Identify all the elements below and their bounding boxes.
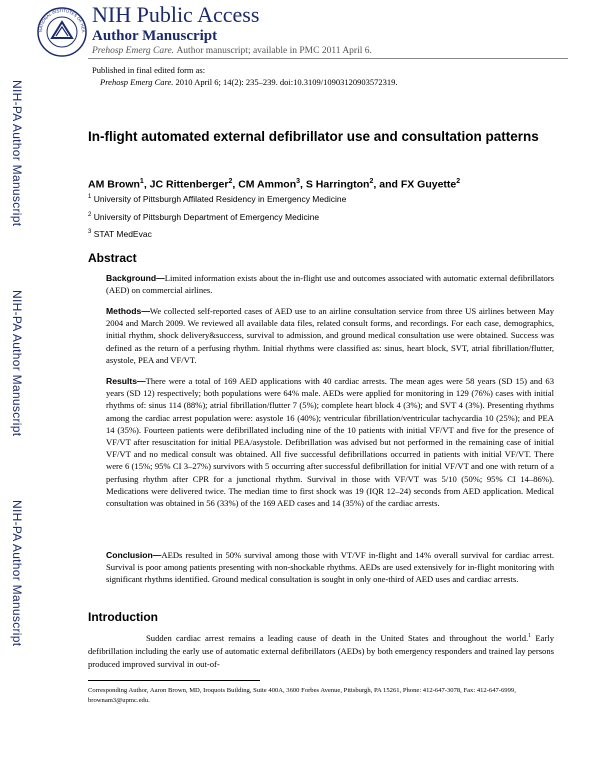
sidebar-label-bottom: NIH-PA Author Manuscript [10,500,24,647]
author-aff: 2 [228,178,233,185]
abstract-conclusion [106,549,554,586]
nih-seal-logo [36,6,88,58]
affiliation-text: University of Pittsburgh Department of Emergency Medicine [93,212,320,222]
author-aff: 2 [369,178,374,185]
abstract-background-label: Background— [106,273,165,283]
seal-text: NATIONAL INSTITUTES OF HEA [37,7,87,33]
author-separator: , [143,178,150,191]
author-aff: 3 [296,178,301,185]
author-separator: , [300,178,306,191]
abstract-heading: Abstract [88,251,137,265]
header-subtitle: Author Manuscript [92,28,218,44]
abstract-results-text: There were a total of 169 AED applications with 40 cardiac arrests. The mean ages were 58 years (SD 15) and 63 years (SD 12) respectively; both populations were 64% male. AEDs were applied for monitoring in 129 (76%) cases with initial rhythms of: sinus 114 (88%); atrial fibrillation/flutter 7 (5%); complete heart block 4 (3%); and SVT 4 (3%). Presenting rhythms among the cardiac arrest population were: asystole 16 (40%); ventricular fibrillation/ventricular tachycardia 10 (25%); and PEA 14 (35%). Fourteen patients were defibrillated including nine of the 10 patients with initial VF/VT and five for the presence of VF/VT after resuscitation for initial PEA/asystole. Defibrillation was advised but not performed in the remaining case of initial VF/VT and no medical consult was obtained. All five successful defibrillations occurred in patients with initial VF/VT. There were 6 (15%; 95% CI 3–27%) survivors with 5 occurring after successful defibrillation for initial VF/VT and one with return of a perfusing rhythm after CPR for a junctional rhythm. Survival in those with VF/VT was 5/10 (50%; 95% CI 14–86%). Medications were delivered twice. The median time to first shock was 19 (IQR 12–24) seconds from AED application. Medical consultation was obtained in 56 (33%) of the 169 AED cases and 14 (35%) of the cardiac arrests. [106,376,554,509]
abstract-methods [106,305,554,366]
publication-citation [92,76,398,88]
abstract-results-label: Results— [106,376,146,386]
citation-journal: Prehosp Emerg Care. [100,77,174,87]
abstract-conclusion-label: Conclusion— [106,550,162,560]
affiliation [88,194,346,204]
sidebar-label-middle: NIH-PA Author Manuscript [10,290,24,437]
header-availability: Author manuscript; available in PMC 2011 April 6. [176,46,372,56]
citation-details: 2010 April 6; 14(2): 235–239. doi:10.3109/10903120903572319. [175,77,398,87]
publication-line: Published in final edited form as: [92,65,206,75]
header-journal-note [92,46,372,56]
footnote: Corresponding Author, Aaron Brown, MD, Iroquois Building, Suite 400A, 3600 Forbes Avenue, Pittsburgh, PA 15261, Phone: 412-647-3078, Fax: 412-647-6999, brownam3@upmc.edu. [88,687,516,704]
affiliation [88,212,319,222]
abstract-methods-label: Methods— [106,306,150,316]
publication-info [92,64,398,88]
introduction-heading: Introduction [88,610,158,624]
abstract-background-text: Limited information exists about the in-flight use and outcomes associated with automatic external defibrillators (AED) on commercial airlines. [106,273,554,296]
affiliation-number: 3 [88,229,92,236]
sidebar-label-top: NIH-PA Author Manuscript [10,80,24,227]
reference-link[interactable]: 1 [528,633,532,639]
affiliation-text: STAT MedEvac [93,229,152,239]
author-name: FX Guyette [400,178,457,191]
author-name: CM Ammon [238,178,297,191]
introduction-paragraph [88,630,554,671]
footnote-divider [88,680,260,681]
abstract-conclusion-text: AEDs resulted in 50% survival among those with VT/VF in-flight and 14% overall survival for cardiac arrest. Survival is poor among patients presenting with non-shockable rhythms. AEDs are used extensively for in-flight monitoring with significant rhythms identified. Ground medical consultation is sought in only one-third of AED uses and cardiac arrests. [106,550,554,585]
header-divider [88,58,568,59]
author-aff: 1 [139,178,144,185]
author-aff: 2 [456,178,461,185]
affiliation-number: 1 [88,194,92,201]
introduction-text-2: Early defibrillation including the early use of automatic external defibrillators (AEDs) by both emergency responders and trained lay persons produced improved survival in out-of- [88,632,554,669]
author-name: S Harrington [305,178,370,191]
affiliation-text: University of Pittsburgh Affilated Residency in Emergency Medicine [93,194,347,204]
affiliation-number: 2 [88,212,92,219]
author-name: AM Brown [88,178,140,191]
author-list [88,178,558,191]
abstract-results [106,375,554,509]
author-separator: , [232,178,239,191]
abstract-methods-text: We collected self-reported cases of AED use to an airline consultation service from three US airlines between May 2004 and March 2009. We reviewed all available data files, related consult forms, and recordings. For each case, demographics, initial rhythm, shock delivery&success, survival to admission, and ground medical consultation use were obtained. Success was defined as the return of a perfusing rhythm. Initial rhythms were classified as: sinus, heart block, SVT, atrial fibrillation/flutter, asystole, PEA and VF/VT. [106,306,554,365]
author-name: JC Rittenberger [149,178,229,191]
author-separator: , and [373,178,401,191]
header-journal: Prehosp Emerg Care. [92,46,175,56]
introduction-text-1: Sudden cardiac arrest remains a leading cause of death in the United States and throughout the world. [146,632,529,643]
article-title: In-flight automated external defibrillator use and consultation patterns [88,129,539,144]
affiliation [88,229,152,239]
abstract-background [106,272,554,296]
header-title: NIH Public Access [92,2,260,27]
